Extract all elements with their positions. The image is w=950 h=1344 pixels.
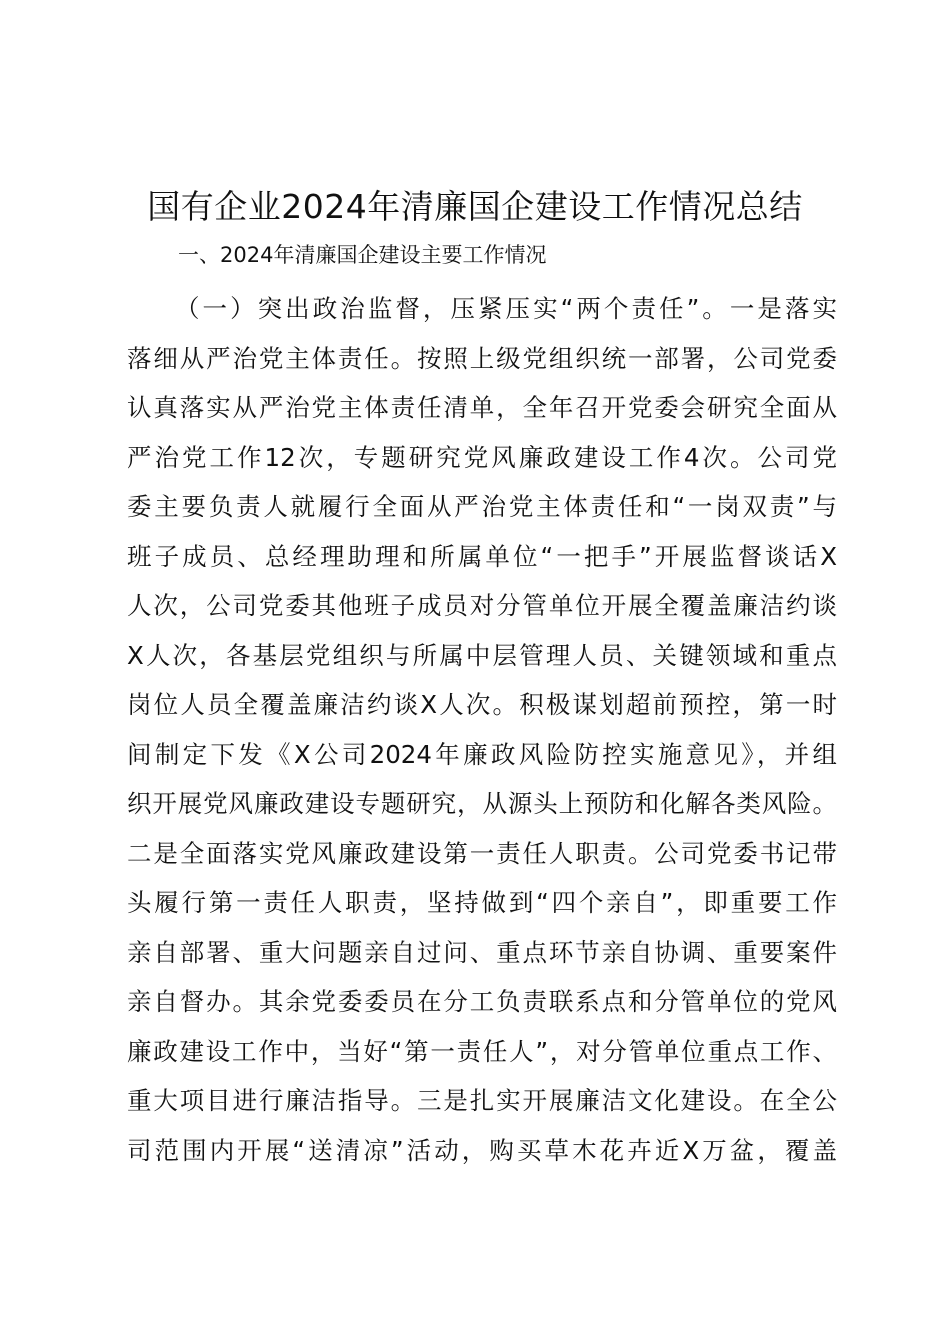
paragraph-line: （一）突出政治监督，压紧压实“两个责任”。一是落实 [175, 294, 837, 323]
paragraph-line: 间制定下发《X公司2024年廉政风险防控实施意见》，并组 [127, 739, 837, 769]
paragraph-line: 织开展党风廉政建设专题研究，从源头上预防和化解各类风险。 [127, 789, 837, 818]
paragraph-line: 廉政建设工作中，当好“第一责任人”，对分管单位重点工作、 [127, 1036, 837, 1066]
paragraph-line: 司范围内开展“送清凉”活动，购买草木花卉近X万盆，覆盖 [127, 1135, 837, 1165]
paragraph-line: 亲自部署、重大问题亲自过问、重点环节亲自协调、重要案件 [127, 937, 837, 967]
paragraph-line: 班子成员、总经理助理和所属单位“一把手”开展监督谈话X [127, 541, 837, 571]
paragraph-line: X人次，各基层党组织与所属中层管理人员、关键领域和重点 [127, 640, 837, 670]
paragraph-line: 重大项目进行廉洁指导。三是扎实开展廉洁文化建设。在全公 [127, 1086, 837, 1115]
document-title: 国有企业2024年清廉国企建设工作情况总结 [147, 187, 803, 226]
paragraph-line: 落细从严治党主体责任。按照上级党组织统一部署，公司党委 [127, 343, 837, 373]
section-heading: 一、2024年清廉国企建设主要工作情况 [178, 243, 547, 267]
body-paragraph [127, 284, 837, 1175]
paragraph-line: 严治党工作12次，专题研究党风廉政建设工作4次。公司党 [127, 442, 837, 472]
paragraph-line: 二是全面落实党风廉政建设第一责任人职责。公司党委书记带 [127, 838, 837, 868]
paragraph-line: 认真落实从严治党主体责任清单，全年召开党委会研究全面从 [127, 393, 837, 422]
paragraph-line: 亲自督办。其余党委委员在分工负责联系点和分管单位的党风 [127, 987, 837, 1016]
paragraph-line: 人次，公司党委其他班子成员对分管单位开展全覆盖廉洁约谈 [127, 591, 837, 620]
paragraph-line: 岗位人员全覆盖廉洁约谈X人次。积极谋划超前预控，第一时 [127, 690, 837, 719]
paragraph-line: 头履行第一责任人职责，坚持做到“四个亲自”，即重要工作 [127, 888, 837, 917]
paragraph-line: 委主要负责人就履行全面从严治党主体责任和“一岗双责”与 [127, 492, 837, 521]
